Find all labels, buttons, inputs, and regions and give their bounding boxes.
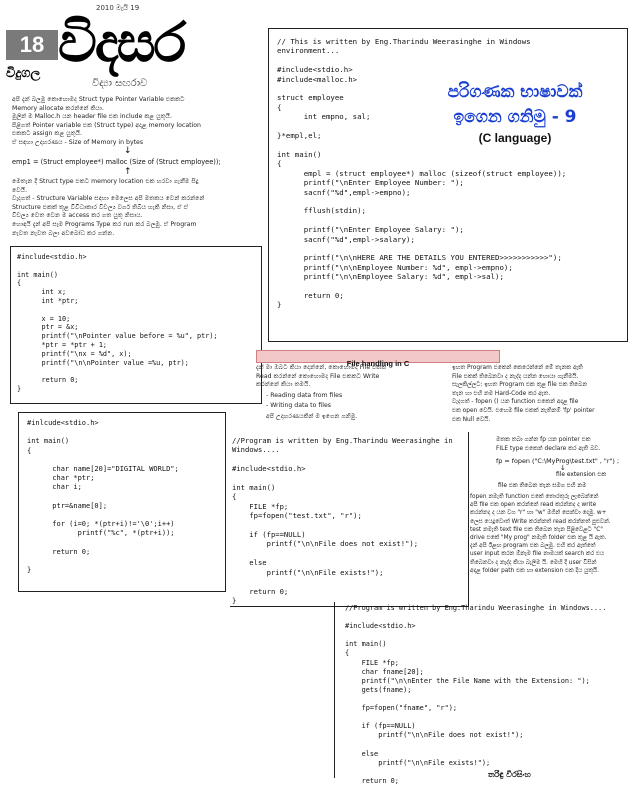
arrow-icon: ↑ bbox=[124, 167, 132, 177]
explain-line: නැවත නැවත බලා අවබෝධ කර ගන්න. bbox=[12, 229, 115, 237]
explain-line: මෙතැන දී Struct type එකට memory location එක හරවා ගැනීම සිදු bbox=[12, 178, 199, 185]
file-intro-line: Read කරන්නේ කොහොමද File එකකට Write bbox=[256, 372, 380, 380]
code-box-file-search bbox=[334, 602, 631, 785]
masthead-tagline: විද්‍යා සඟරාව bbox=[92, 78, 148, 89]
file-pointer-note-line: FILE type එකෙන් declare කර ඇති බව. bbox=[496, 445, 601, 452]
intro-line: ඒ සඳහා උදාහරණය - Size of Memory in bytes bbox=[12, 138, 144, 146]
ext-label: file extension එක bbox=[556, 472, 607, 478]
file-mode-text bbox=[470, 493, 632, 575]
fopen-example: fp = fopen ("C:\MyProg\test.txt" , "r") ; bbox=[496, 457, 620, 465]
code-pointer: #include<stdio.h> int main() { int x; int *ptr; x = 10; ptr = &x; printf("\nPointer value before = %u", ptr); *ptr = *ptr + 1; printf("\nx = %d", x); printf("\n\nPointer value =%u, ptr); return 0; } bbox=[17, 253, 218, 393]
file-explain-line: එක Null වෙයි. bbox=[452, 416, 491, 423]
code-box-string bbox=[18, 412, 226, 592]
code-file-exists: //Program is written by Eng.Tharindu Weerasinghe in Windows.... #include<stdio.h> int main() { FILE *fp; fp=fopen("test.txt", "r"); if (fp==NULL) printf("\n\nFile does not exist!"); else printf("\n\nFile exists!"); return 0; } bbox=[232, 436, 453, 605]
page-number-badge bbox=[6, 30, 58, 60]
section-heading-text: File handling in C bbox=[346, 359, 410, 368]
file-explain-line: සැලකිල්ලට: ඉහත Program එක තුළ file එක තිබෙන bbox=[452, 382, 588, 389]
author-signature: තරිඳු වීරසිංහ bbox=[488, 770, 531, 779]
code-box-pointer bbox=[10, 246, 262, 404]
explain-line: Structure එකක් තුළ විවිධාකාර විචල්‍ය වර්ග තිබිය හැකි නිසා, ඒ ඒ bbox=[12, 203, 189, 211]
intro-line: Memory allocate කරන්නේ කියා. bbox=[12, 104, 105, 112]
path-label: file එක තිබෙන තැන සමග එහි නම bbox=[498, 483, 587, 489]
page-number: 18 bbox=[19, 32, 45, 57]
file-explain-line: ඉහත Program එකෙන් කෙරෙන්නේ මේ තැනක ඇති bbox=[452, 365, 583, 371]
file-mode-line: කරන්නද ද යන වග "r" හා "w" මගින් පෙන්වා දෙමු. w+ bbox=[470, 510, 607, 517]
file-intro-line: කරන්නේ කියා තමයි. bbox=[256, 381, 311, 389]
headline bbox=[410, 80, 620, 160]
file-explain-line: එක open වෙයි. එහෙම file එකක් නැතිනම් 'fp' pointer bbox=[452, 407, 595, 414]
masthead-section: විදුගල bbox=[6, 66, 41, 81]
file-mode-line: ලෙස යෙදුවොත් Write කරන්නත් read කරන්නත් පුළුවන්. bbox=[470, 518, 611, 525]
file-explain-text bbox=[452, 364, 632, 424]
file-mode-line: දැන් අපි ඊළඟ program එක බලමු. එහි කර ඇත්තේ bbox=[470, 543, 596, 550]
explain-text bbox=[12, 178, 262, 238]
code-file-search: //Program is written by Eng.Tharindu Weerasinghe in Windows.... #include<stdio.h> int main() { FILE *fp; char fname[20]; printf("\n\nEnter the File Name with the Extension: "); gets(fname); fp=fopen("fname", "r"); if (fp==NULL) printf("\n\nFile does not exist!"); else printf("\n\nFile exists!"); return 0; bbox=[345, 604, 607, 785]
formula-line: emp1 = (Struct employee*) malloc (Size of (Struct employee)); bbox=[12, 158, 221, 166]
explain-line: හොඳයි දැන් අපි සෑම Programs Type කර run කර බලමු. ඒ Program bbox=[12, 220, 197, 228]
file-explain-line: තැන හා එහි නම Hard-Code කර ඇත. bbox=[452, 390, 551, 397]
file-mode-line: තිබෙනවා ද නැද්ද කියා බැලීම යි. මෙහි දී user විසින් bbox=[470, 559, 597, 566]
explain-line: විචල්‍ය වෙත වෙන ම access කර ගත යුතු නිසාය. bbox=[12, 212, 143, 220]
headline-line1: පරිගණක භාෂාවක් bbox=[447, 82, 583, 102]
file-mode-line: user input කරන ඕනෑම file නාමයක් search කර එය bbox=[470, 551, 605, 558]
explain-line: වෙයි. bbox=[12, 186, 28, 194]
file-pointer-note-line: මතක තබා ගන්න fp යන pointer එක bbox=[496, 437, 591, 443]
file-bullet: - Reading data from files bbox=[266, 391, 343, 399]
ext-arrow-icon: ↓ bbox=[560, 464, 566, 472]
file-mode-line: fopen නමැති function එකේ තොරතුරු ලැබෙන්නේ bbox=[470, 494, 599, 500]
code-box-struct-malloc bbox=[268, 28, 628, 342]
intro-line: අපි දැන් බලමු කොහොමද Struct type Pointer Variable එකකට bbox=[12, 96, 185, 103]
intro-line: එකකට assign කළ යුතුයි. bbox=[12, 130, 83, 138]
file-explain-line: වැදගත් - fopen () යන function එකෙන් අදාළ file bbox=[452, 399, 579, 406]
code-string: #inlcude<stdio.h> int main() { char name[20]="DIGITAL WORLD"; char *ptr; char i; ptr=&name[0]; for (i=0; *(ptr+i)!='\0';i++) printf("%c", *(ptr+i)); return 0; } bbox=[27, 419, 179, 575]
file-mode-line: test නමැති text file එක තිබෙන තැන පිළිවෙළට "C" bbox=[470, 526, 603, 533]
file-pointer-note bbox=[496, 436, 632, 453]
masthead-title: විදසර bbox=[58, 10, 185, 74]
code-box-file-exists bbox=[230, 432, 469, 607]
file-mode-line: අපි file එක open කරන්නේ read කරන්නද ද write bbox=[470, 502, 597, 509]
file-intro-after: අපි උදාහරණයකින් ම ඉගෙන ගනිමු. bbox=[266, 412, 358, 420]
arrow-icon: ↓ bbox=[124, 146, 132, 156]
masthead-date: 2010 මැයි 19 bbox=[96, 4, 140, 12]
file-explain-line: File එකක් තිබෙනවා ද නැද්ද යන්න හොයා ගැනීමයි. bbox=[452, 373, 579, 380]
file-intro-line: දැන් මා ඔබට කියා දෙන්නේ, කොහොමද File එකක් bbox=[256, 364, 387, 371]
code-struct-malloc: // This is written by Eng.Tharindu Weerasinghe in Windows environment... #include<stdio.h> #include<malloc.h> struct employee { int empno, sal; }*empl,el; int main() { empl = (struct employee*) malloc (sizeof(struct employee)); printf("\nEnter Employee Number: "); sacnf("%d",empl->empno); fflush(stdin); printf("\nEnter Employee Salary: "); sacnf("%d",empl->salary); printf("\n\nHERE ARE THE DETAILS YOU ENTERED>>>>>>>>>>>"); printf("\n\nEmployee Number: %d", empl->empno); printf("\n\nEmployee Salary: %d", empl->sal); return 0; } bbox=[277, 37, 567, 310]
headline-line2: ඉගෙන ගනිමු - 9 bbox=[453, 107, 577, 127]
intro-line: පිළිගත් Pointer variable එක (Struct type) අදාළ memory location bbox=[12, 121, 201, 129]
file-mode-line: drive එකේ "My prog" නමැති folder එක තුළ යි ඇත. bbox=[470, 535, 607, 542]
headline-subtitle: (C language) bbox=[478, 131, 552, 145]
file-bullet: - Writing data to files bbox=[266, 402, 331, 410]
file-intro-text bbox=[256, 364, 446, 422]
intro-text bbox=[12, 96, 262, 148]
explain-line: වැදගත් - Structure Variable සඳහා මෙලෙස අපි මතකය වෙන් කරන්නේ bbox=[12, 195, 205, 203]
file-mode-line: අදාළ folder path එක හා extension එක දිය යුතුයි. bbox=[470, 567, 599, 574]
intro-line: මුලින් ම Malloc.h යන header file එක include කළ යුතුයි. bbox=[12, 113, 172, 121]
